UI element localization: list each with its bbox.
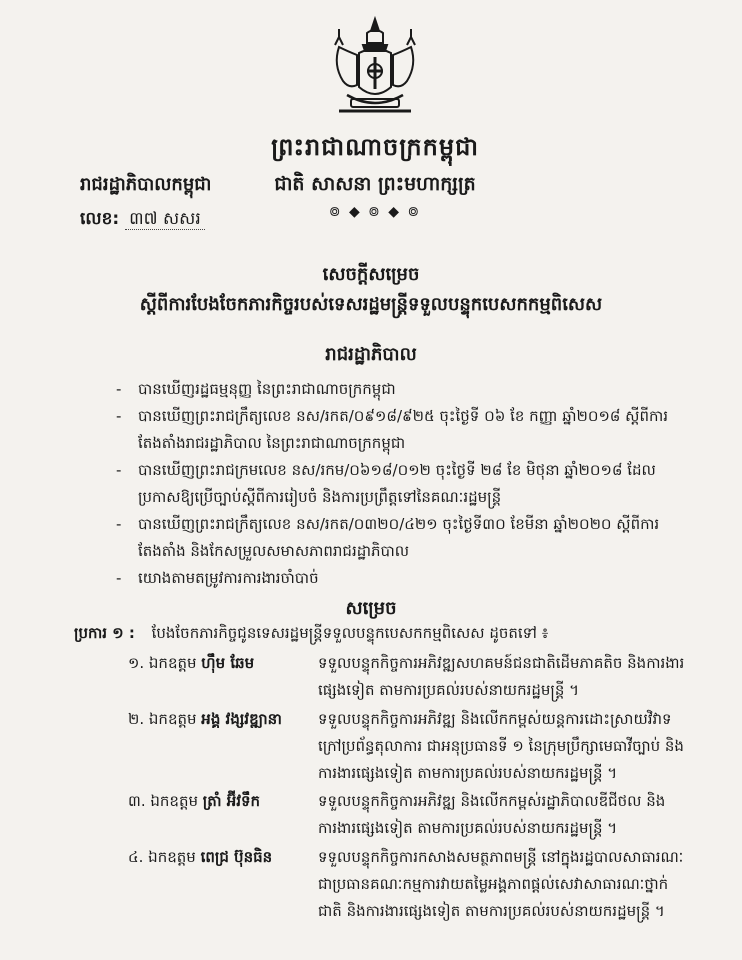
member-identity xyxy=(128,650,318,677)
kingdom-title: ព្រះរាជាណាចក្រកម្ពុជា xyxy=(271,133,479,161)
member-duty: ទទួលបន្ទុកកិច្ចការអភិវឌ្ឍសហគមន៍ជនជាតិដើមភាគតិច និងការងារផ្សេងទៀត តាមការប្រគល់របស់នាយករដ្ឋមន្ត្រី ។ xyxy=(318,654,685,699)
consideration-item: - បានឃើញព្រះរាជក្រឹត្យលេខ នស/រកត/០៩១៨/៩២៥ ចុះថ្ងៃទី ០៦ ខែ កញ្ញា ឆ្នាំ២០១៨ ស្តីពីការតែងតាំងរាជរដ្ឋាភិបាល នៃព្រះរាជាណាចក្រកម្ពុជា xyxy=(116,403,676,457)
royal-coat-of-arms-icon xyxy=(325,15,425,120)
member-honorific: ឯកឧត្តម xyxy=(150,792,198,810)
member-number: ៣. xyxy=(128,792,146,810)
article-label: ប្រការ ១ : xyxy=(74,624,135,642)
member-entry xyxy=(128,788,688,842)
member-duty: ទទួលបន្ទុកកិច្ចការកសាងសមត្ថភាពមន្ត្រី នៅក្នុងរដ្ឋបាលសាធារណៈ ជាប្រធានគណៈកម្មការវាយតម្លៃអង្គភាពផ្តល់សេវាសាធារណៈថ្នាក់ជាតិ និងការងារផ្សេងទៀត តាមការប្រគល់របស់នាយករដ្ឋមន្ត្រី ។ xyxy=(318,848,684,920)
consideration-item: - បានឃើញរដ្ឋធម្មនុញ្ញ នៃព្រះរាជាណាចក្រកម្ពុជា xyxy=(116,376,676,403)
article-text: បែងចែកភារកិច្ចជូនទេសរដ្ឋមន្ត្រីទទួលបន្ទុកបេសកកម្មពិសេស ដូចតទៅ ៖ xyxy=(151,624,549,642)
article-1 xyxy=(74,624,684,646)
member-number: ១. xyxy=(128,654,145,672)
decision-heading: សម្រេច xyxy=(345,598,397,619)
considerations-list xyxy=(116,376,676,592)
document-subject: ស្តីពីការបែងចែកភារកិច្ចរបស់ទេសរដ្ឋមន្ត្រីទទួលបន្ទុកបេសកកម្មពិសេស xyxy=(139,294,603,315)
member-identity xyxy=(128,844,318,871)
ref-label: លេខ: xyxy=(80,209,120,229)
consideration-item: - យោងតាមតម្រូវការការងារចាំបាច់ xyxy=(116,565,676,592)
government-name: រាជរដ្ឋាភិបាលកម្ពុជា xyxy=(80,174,212,195)
member-number: ៤. xyxy=(128,848,144,866)
member-honorific: ឯកឧត្តម xyxy=(148,654,197,672)
consideration-item: - បានឃើញព្រះរាជក្រមលេខ នស/រកម/០៦១៨/០១២ ចុះថ្ងៃទី ២៨ ខែ មិថុនា ឆ្នាំ២០១៨ ដែលប្រកាសឱ្យប្រើច្បាប់ស្តីពីការរៀបចំ និងការប្រព្រឹត្តទៅនៃគណៈរដ្ឋមន្ត្រី xyxy=(116,457,676,511)
member-honorific: ឯកឧត្តម xyxy=(148,710,197,728)
member-duty: ទទួលបន្ទុកកិច្ចការអភិវឌ្ឍ និងលើកកម្ពស់រដ្ឋាភិបាលឌីជីថល និងការងារផ្សេងទៀត តាមការប្រគល់របស់នាយករដ្ឋមន្ត្រី ។ xyxy=(318,792,666,837)
member-number: ២. xyxy=(128,710,145,728)
reference-number xyxy=(80,208,205,233)
member-identity xyxy=(128,706,318,733)
member-entry xyxy=(128,650,688,704)
member-name: ត្រាំ អ៊ីវទឹក xyxy=(202,792,261,810)
member-name: អង្គ វង្សវឌ្ឍានា xyxy=(201,710,282,728)
member-honorific: ឯកឧត្តម xyxy=(148,848,196,866)
consideration-item: - បានឃើញព្រះរាជក្រឹត្យលេខ នស/រកត/០៣២០/៤២១ ចុះថ្ងៃទី៣០ ខែមីនា ឆ្នាំ២០២០ ស្តីពីការតែងតាំង និងកែសម្រួលសមាសភាពរាជរដ្ឋាភិបាល xyxy=(116,511,676,565)
motto-ornament: ៙ ◆ ៙ ◆ ៙ xyxy=(328,204,422,220)
national-motto: ជាតិ សាសនា ព្រះមហាក្សត្រ xyxy=(274,173,476,195)
member-duty: ទទួលបន្ទុកកិច្ចការអភិវឌ្ឍ និងលើកកម្ពស់យន្តការដោះស្រាយវិវាទក្រៅប្រព័ន្ធតុលាការ ជាអនុប្រធានទី ១ នៃក្រុមប្រឹក្សាមេធាវីច្បាប់ និងការងារផ្សេងទៀត តាមការប្រគល់របស់នាយករដ្ឋមន្ត្រី ។ xyxy=(318,710,684,782)
ref-value: ៣៧ សសរ xyxy=(125,209,205,230)
member-identity xyxy=(128,788,318,815)
document-type: សេចក្តីសម្រេច xyxy=(322,264,420,285)
issuer: រាជរដ្ឋាភិបាល xyxy=(325,344,417,365)
member-entry xyxy=(128,706,688,787)
member-name: ពេជ្រ ប៊ុនធិន xyxy=(200,848,273,866)
member-name: ហ៊ឹម ឆែម xyxy=(201,654,255,672)
member-entry xyxy=(128,844,688,925)
